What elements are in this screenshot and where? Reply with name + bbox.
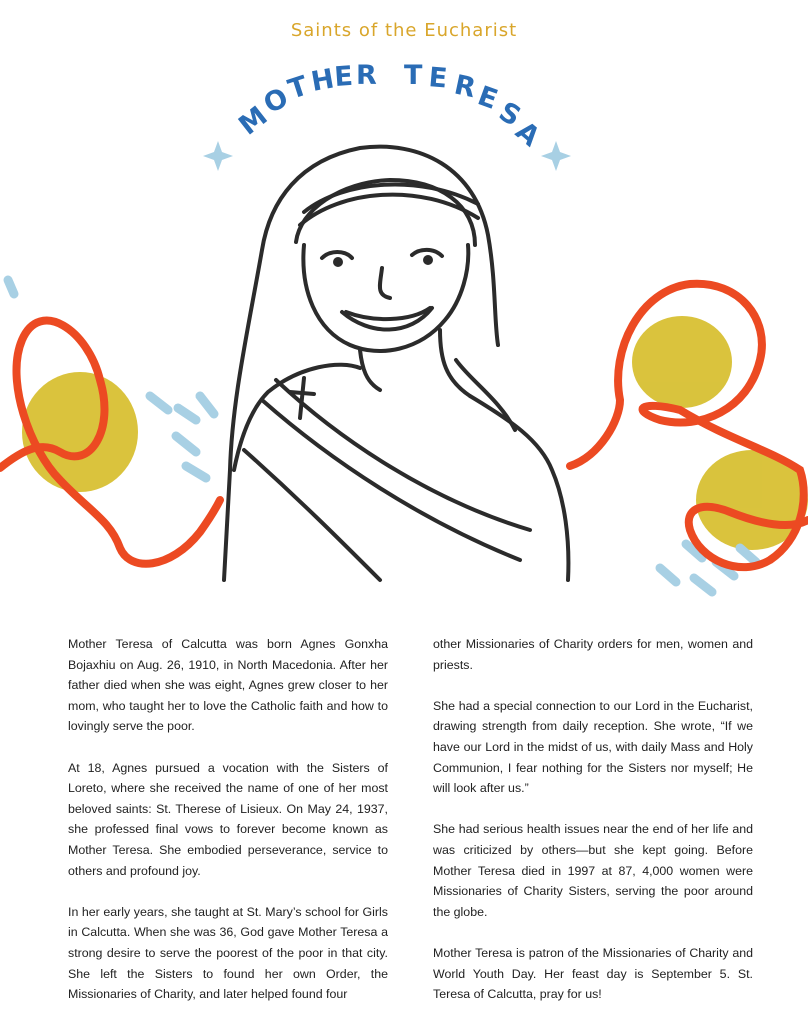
- paragraph: In her early years, she taught at St. Mary’s school for Girls in Calcutta. When she was 36, God gave Mother Teresa a strong desire to serve the poorest of the poor in that city. She left the Sisters to found her own Order, the Missionaries of Charity, and later helped found four: [68, 904, 388, 1002]
- saint-name-letter: A: [509, 115, 546, 153]
- saint-name-letter: E: [333, 60, 354, 93]
- paragraph: Mother Teresa is patron of the Missionaries of Charity and World Youth Day. Her feast day is September 5. St. Teresa of Calcutta, pray for us!: [433, 945, 753, 1002]
- saint-name-letter: S: [493, 96, 526, 133]
- saint-name-letter: O: [258, 82, 294, 121]
- article-left-column: [68, 634, 388, 1025]
- saint-name-letter: E: [427, 62, 449, 95]
- saint-name-letter: E: [473, 80, 502, 116]
- saint-name-letter: R: [451, 69, 479, 105]
- saint-name-letter: H: [308, 63, 337, 98]
- saint-name-letter: M: [233, 100, 274, 142]
- article-right-column: [433, 634, 753, 1025]
- saint-name: [233, 60, 545, 153]
- series-title: Saints of the Eucharist: [290, 20, 518, 41]
- paragraph: Mother Teresa of Calcutta was born Agnes Gonxha Bojaxhiu on Aug. 26, 1910, in North Macedonia. After her father died when she was eight, Agnes grew closer to her mom, who taught her to love the Catholic faith and how to lovingly serve the poor.: [68, 637, 388, 734]
- paragraph: She had a special connection to our Lord in the Eucharist, drawing strength from daily reception. She wrote, “If we have our Lord in the midst of us, with daily Mass and Holy Communion, I fear nothing for the Sisters nor myself; He will look after us.”: [433, 698, 753, 796]
- saint-name-letter: R: [356, 60, 377, 91]
- mother-teresa-illustration: [0, 55, 808, 615]
- paragraph: She had serious health issues near the end of her life and was criticized by others—but she kept going. Before Mother Teresa died in 1997 at 87, 4,000 women were Missionaries of Charity Sisters, serving the poor around the globe.: [433, 822, 753, 919]
- saint-portrait: [224, 147, 568, 580]
- saint-name-letter: T: [284, 70, 312, 106]
- saint-name-letter: T: [404, 60, 423, 91]
- paragraph: other Missionaries of Charity orders for men, women and priests.: [433, 637, 753, 672]
- paragraph: At 18, Agnes pursued a vocation with the Sisters of Loreto, where she received the name of one of her most beloved saints: St. Therese of Lisieux. On May 24, 1937, she professed final vows to forever become known as Mother Teresa. She embodied perseverance, service to others and profound joy.: [68, 760, 388, 878]
